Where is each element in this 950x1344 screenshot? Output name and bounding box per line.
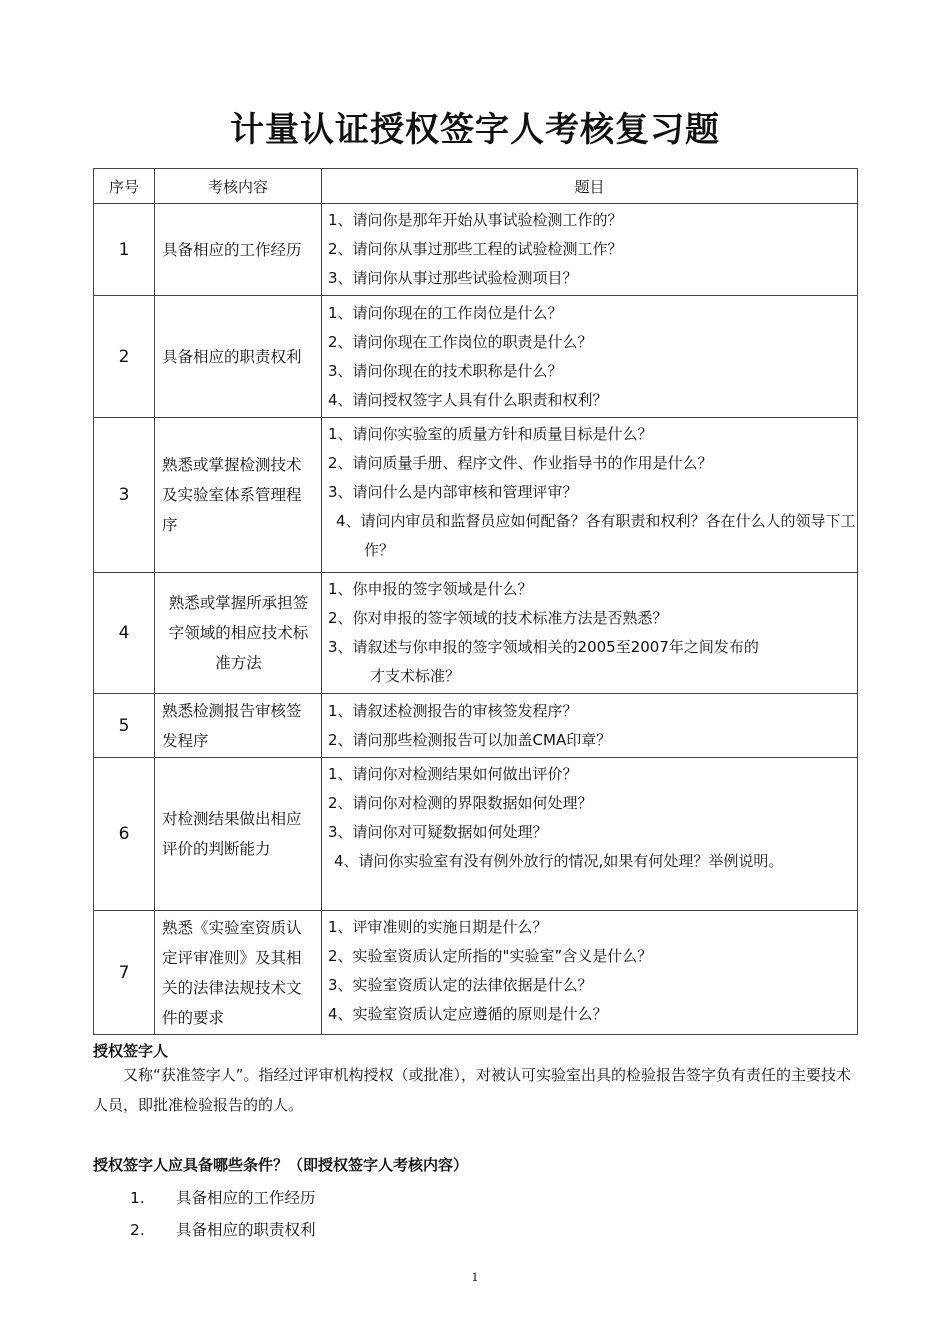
assessment-content: 对检测结果做出相应评价的判断能力 [155, 758, 322, 911]
table-row [94, 758, 858, 911]
question-list [322, 418, 858, 573]
question-item: 1、请问你实验室的质量方针和质量目标是什么？ [328, 425, 653, 443]
question-list [322, 694, 858, 758]
question-item: 4、请问你实验室有没有例外放行的情况,如果有何处理？举例说明。 [334, 852, 784, 870]
question-item: 1、请问你现在的工作岗位是什么？ [328, 303, 563, 322]
table-row [94, 911, 858, 1035]
assessment-content: 熟悉检测报告审核签发程序 [155, 694, 322, 758]
question-list [322, 758, 858, 911]
row-number: 5 [94, 694, 155, 758]
row-number: 2 [94, 296, 155, 418]
question-item: 3、请问你现在的技术职称是什么？ [328, 361, 563, 380]
question-item: 2、请问你现在工作岗位的职责是什么？ [328, 332, 593, 351]
header-no: 序号 [94, 169, 155, 204]
row-number: 4 [94, 573, 155, 694]
assessment-content: 熟悉或掌握检测技术及实验室体系管理程序 [155, 418, 322, 573]
row-number: 1 [94, 204, 155, 296]
assessment-content: 具备相应的工作经历 [155, 204, 322, 296]
row-number: 6 [94, 758, 155, 911]
question-item: 1、请叙述检测报告的审核签发程序？ [328, 701, 578, 720]
question-item: 2、请问你从事过那些工程的试验检测工作？ [328, 240, 623, 258]
assessment-content: 熟悉或掌握所承担签字领域的相应技术标准方法 [155, 573, 322, 694]
document-title: 计量认证授权签字人考核复习题 [230, 110, 720, 150]
table-header-row [94, 169, 858, 204]
page-number: 1 [471, 1271, 479, 1284]
list-item [130, 1186, 316, 1208]
question-list [322, 296, 858, 418]
table-row [94, 573, 858, 694]
review-question-table [93, 168, 858, 1035]
assessment-content: 具备相应的职责权利 [155, 296, 322, 418]
question-item: 2、请问你对检测的界限数据如何处理？ [328, 794, 593, 812]
question-item: 1、请问你是那年开始从事试验检测工作的？ [328, 211, 623, 229]
question-item: 2、实验室资质认定所指的"实验室”含义是什么？ [328, 947, 653, 965]
header-content: 考核内容 [155, 169, 322, 204]
question-list [322, 911, 858, 1035]
question-item: 1、评审准则的实施日期是什么？ [328, 918, 548, 936]
question-item: 1、你申报的签字领域是什么？ [328, 580, 533, 598]
section-heading-conditions: 授权签字人应具备哪些条件？（即授权签字人考核内容） [93, 1156, 469, 1174]
section-heading-authorized-signatory: 授权签字人 [93, 1042, 169, 1060]
question-item: 4、请问内审员和监督员应如何配备？各有职责和权利？各在什么人的领导下工作？ [336, 512, 856, 559]
list-item-number: 1. [130, 1189, 145, 1207]
row-number: 7 [94, 911, 155, 1035]
question-item: 1、请问你对检测结果如何做出评价？ [328, 765, 578, 783]
header-questions: 题目 [322, 169, 858, 204]
question-item: 4、请问授权签字人具有什么职责和权利？ [328, 390, 608, 409]
list-item-text: 具备相应的工作经历 [176, 1189, 316, 1207]
question-item: 2、请问那些检测报告可以加盖CMA印章？ [328, 730, 612, 749]
question-item: 2、你对申报的签字领域的技术标准方法是否熟悉？ [328, 609, 668, 627]
question-item: 4、实验室资质认定应遵循的原则是什么？ [328, 1005, 608, 1023]
table-row [94, 296, 858, 418]
table-row [94, 694, 858, 758]
question-list [322, 573, 858, 694]
question-item: 才支术标准？ [370, 667, 461, 685]
question-item: 2、请问质量手册、程序文件、作业指导书的作用是什么？ [328, 454, 713, 472]
question-list [322, 204, 858, 296]
list-item-text: 具备相应的职责权利 [176, 1221, 316, 1239]
table-row [94, 418, 858, 573]
row-number: 3 [94, 418, 155, 573]
definition-paragraph: 又称“获准签字人”。指经过评审机构授权（或批准），对被认可实验室出具的检验报告签字负有责任的主要技术人员，即批准检验报告的的人。 [93, 1066, 852, 1114]
question-item: 3、请问你从事过那些试验检测项目？ [328, 269, 578, 287]
question-item: 3、请叙述与你申报的签字领域相关的2005至2007年之间发布的 [328, 638, 759, 656]
question-item: 3、实验室资质认定的法律依据是什么？ [328, 976, 593, 994]
question-item: 3、请问什么是内部审核和管理评审？ [328, 483, 578, 501]
list-item [130, 1218, 316, 1240]
assessment-content: 熟悉《实验室资质认定评审准则》及其相关的法律法规技术文件的要求 [155, 911, 322, 1035]
list-item-number: 2. [130, 1221, 145, 1239]
table-row [94, 204, 858, 296]
question-item: 3、请问你对可疑数据如何处理？ [328, 823, 548, 841]
